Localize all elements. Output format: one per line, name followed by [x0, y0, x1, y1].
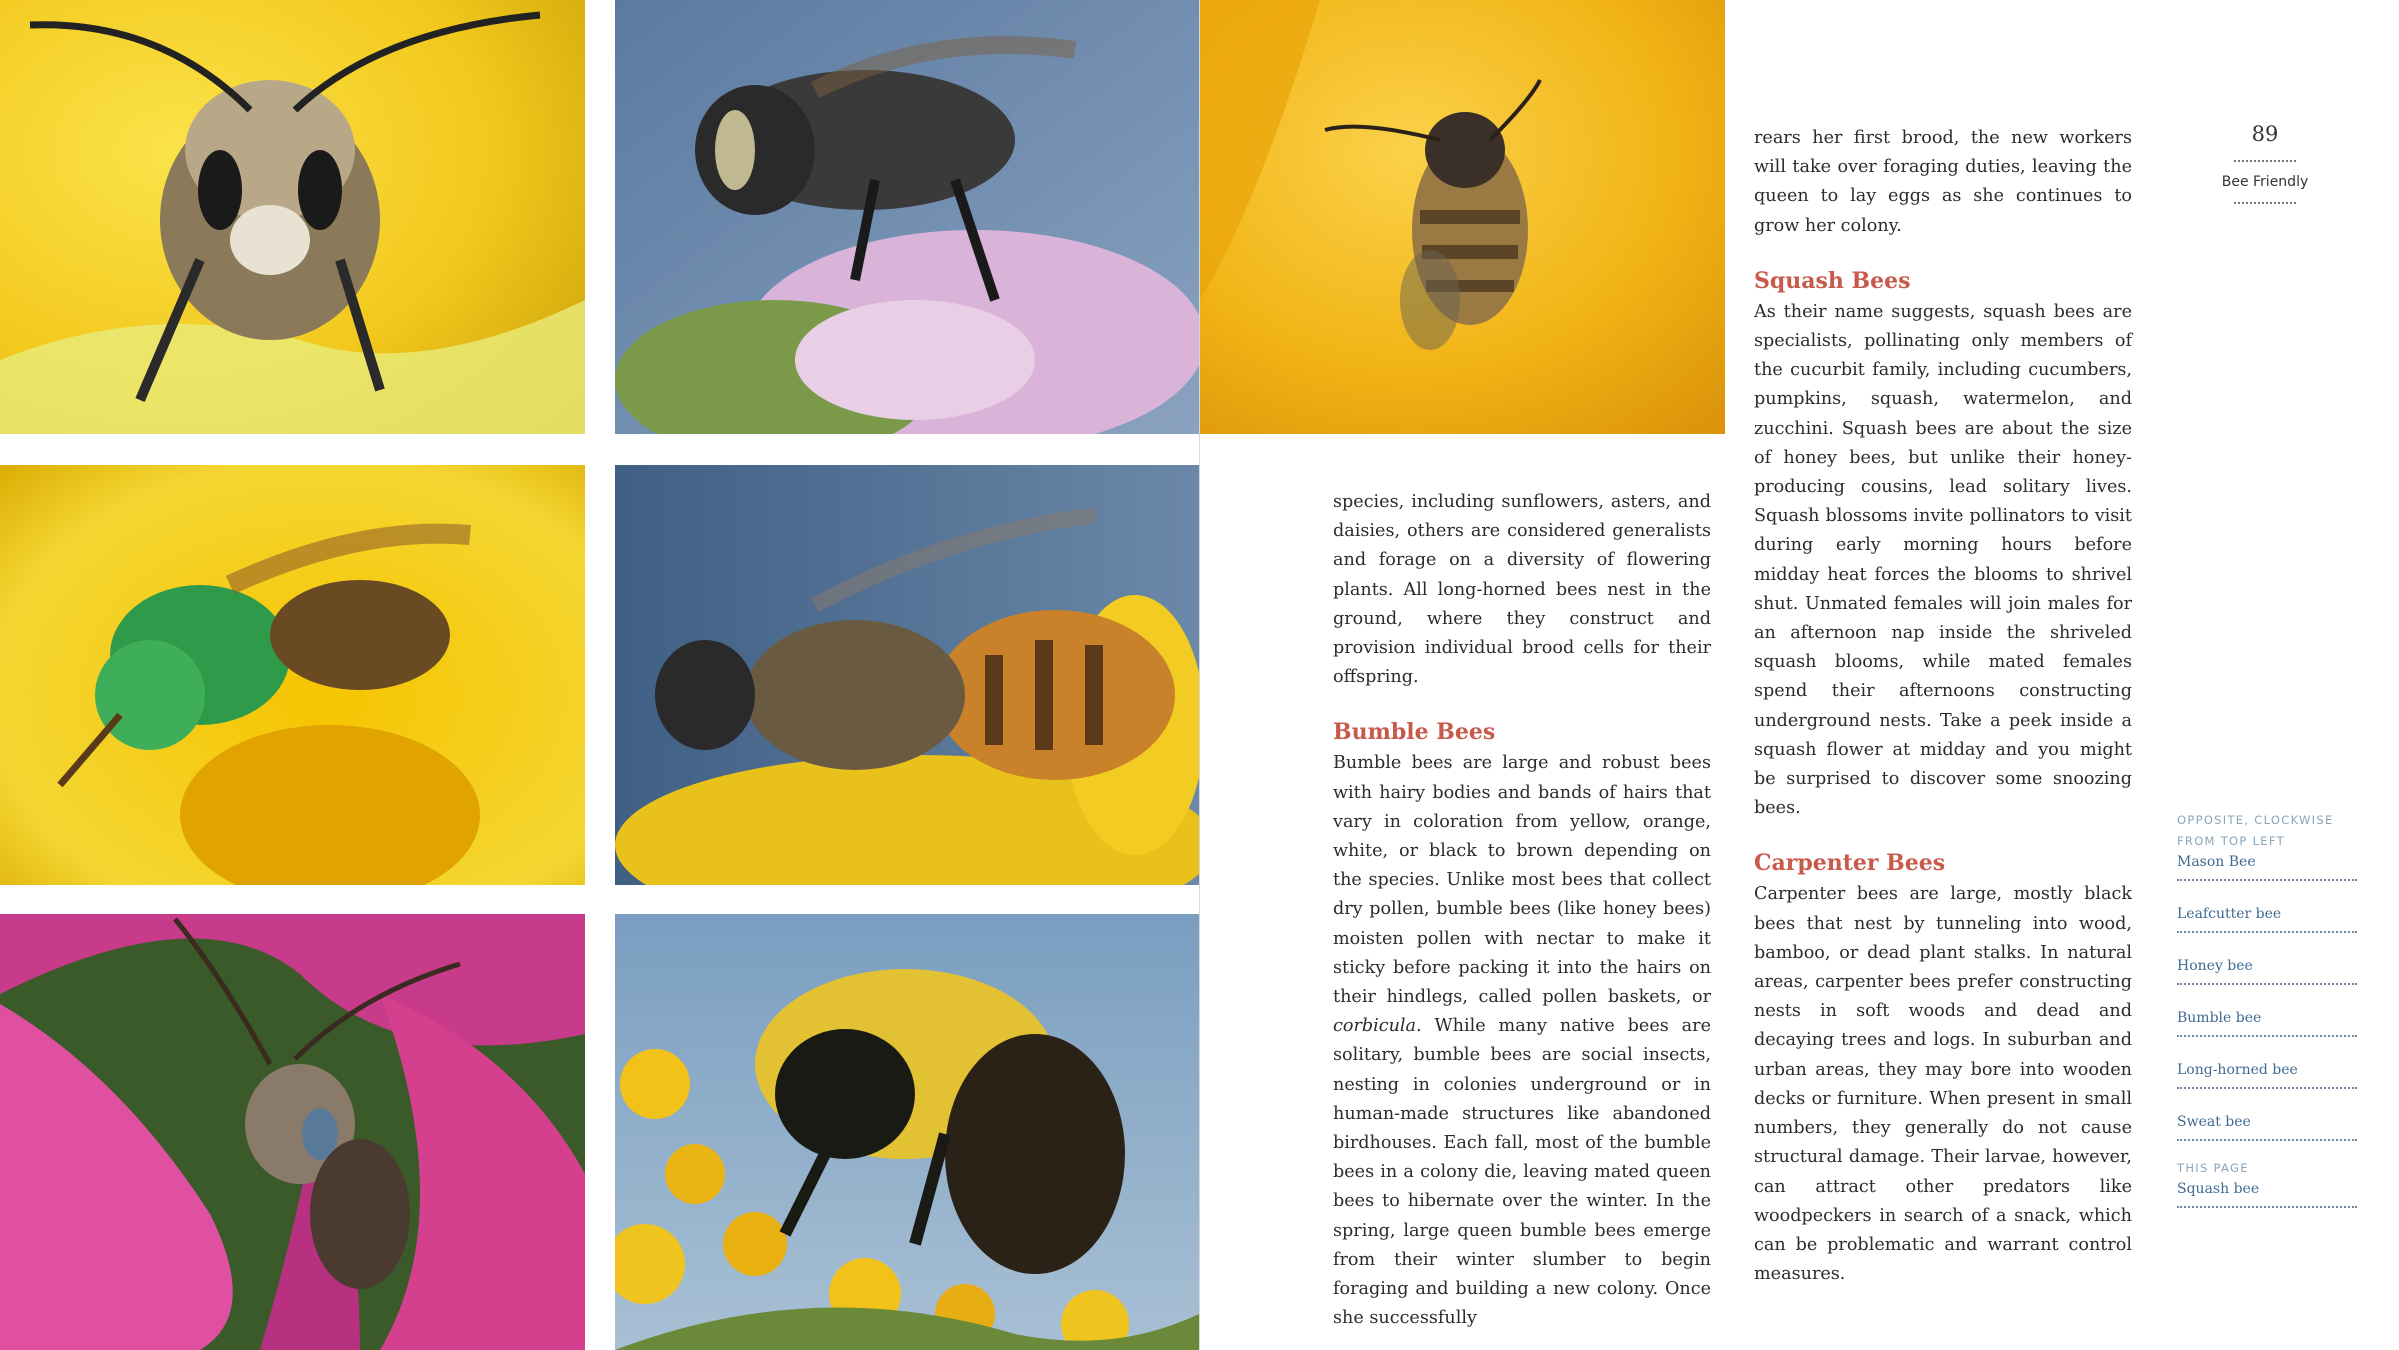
bumble-continued-paragraph: rears her first brood, the new workers will take over foraging duties, leaving the queen to lay eggs as she continues to grow her colony. — [1754, 128, 2132, 236]
caption-item: Leafcutter bee — [2177, 904, 2357, 933]
running-head: Bee Friendly — [2221, 174, 2309, 190]
bumble-text-part-b: . While many native bees are solitary, bumble bees are social insects, nesting in colonies underground or in human-made structures like abandoned birdhouses. Each fall, most of the bumble bees in a colony die, leaving mated queen bees to hibernate over the winter. In the spring, large queen bumble bees emerge from their winter slumber to begin foraging and building a new colony. Once she successfully — [1333, 1016, 1711, 1329]
caption-item: Mason Bee — [2177, 852, 2357, 881]
squash-bees-heading: Squash Bees — [1754, 267, 1911, 294]
text-column-2 — [1754, 124, 2132, 1289]
page-number: 89 — [2251, 122, 2279, 146]
long-horned-continued-paragraph: species, including sunflowers, asters, and daisies, others are considered generalists and forage on a diversity of flowering plants. All long-horned bees nest in the ground, where they construct and provision individual brood cells for their offspring. — [1333, 492, 1711, 688]
corbicula-term: corbicula — [1333, 1016, 1417, 1037]
caption-item: Honey bee — [2177, 956, 2357, 985]
photo-squash-bee — [1200, 0, 1725, 434]
caption-item: Bumble bee — [2177, 1008, 2357, 1037]
caption-label-this-page: THIS PAGE — [2177, 1161, 2249, 1175]
photo-sweat-bee — [0, 465, 585, 885]
squash-bees-paragraph: As their name suggests, squash bees are specialists, pollinating only members of the cucurbit family, including cucumbers, pumpkins, squash, watermelon, and zucchini. Squash bees are about the size of honey bees, but unlike their honey-producing cousins, lead solitary lives. Squash blossoms invite pollinators to visit during early morning hours before midday heat forces the blooms to shrivel shut. Unmated females will join males for an afternoon nap inside the shriveled squash blooms, while mated females spend their afternoons constructing underground nests. Take a peek inside a squash flower at midday and you might be surprised to discover some snoozing bees. — [1754, 301, 2132, 819]
photo-long-horned-bee — [0, 914, 585, 1350]
caption-item-this-page: Squash bee — [2177, 1179, 2357, 1208]
text-column-1 — [1333, 488, 1711, 1333]
page-number-divider — [2234, 160, 2296, 162]
carpenter-bees-heading: Carpenter Bees — [1754, 850, 1946, 877]
photo-leafcutter-bee — [615, 0, 1199, 434]
carpenter-bees-paragraph: Carpenter bees are large, mostly black bees that nest by tunneling into wood, bamboo, or dead plant stalks. In natural areas, carpenter bees prefer constructing nests in soft woods and dead and decaying trees and logs. In suburban and urban areas, they may bore into wooden decks or furniture. When present in small numbers, they generally do not cause structural damage. Their larvae, however, can attract other predators like woodpeckers in search of a snack, which can be problematic and warrant control measures. — [1754, 884, 2132, 1285]
caption-item: Long-horned bee — [2177, 1060, 2357, 1089]
bumble-bees-paragraph — [1333, 749, 1711, 1333]
running-head-divider — [2234, 202, 2296, 204]
bumble-bees-heading: Bumble Bees — [1333, 719, 1496, 746]
photo-mason-bee — [0, 0, 585, 434]
caption-item: Sweat bee — [2177, 1112, 2357, 1141]
photo-captions — [2177, 810, 2357, 1231]
caption-label-opposite: OPPOSITE, CLOCKWISE FROM TOP LEFT — [2177, 813, 2334, 848]
photo-bumble-bee — [615, 914, 1199, 1350]
page-gutter — [1199, 0, 1200, 1350]
photo-honey-bee — [615, 465, 1199, 885]
bumble-text-part-a: Bumble bees are large and robust bees with hairy bodies and bands of hairs that vary in coloration from yellow, orange, white, or black to brown depending on the species. Unlike most bees that collect dry pollen, bumble bees (like honey bees) moisten pollen with nectar to make it sticky before packing it into the hairs on their hindlegs, called pollen baskets, or — [1333, 753, 1711, 1008]
